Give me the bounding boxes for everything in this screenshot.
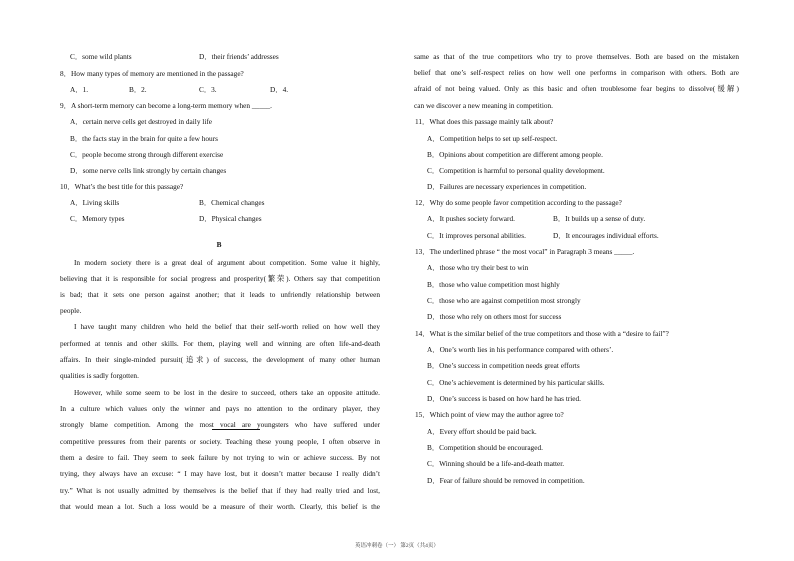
passage-line: I have taught many children who held the belief that their self-worth relied on how well they bbox=[74, 322, 380, 331]
passage-line: is bad; that it sets one person against another; that it leads to unfriendly relationship between bbox=[60, 290, 380, 299]
q11-option-d: D．Failures are necessary experiences in competition. bbox=[427, 182, 587, 191]
question-10: 10．What’s the best title for this passage? bbox=[60, 182, 184, 191]
passage-line: them a desire to fail. They seem to seek failure by not trying to win or achieve success. By not bbox=[60, 453, 380, 462]
question-13: 13．The underlined phrase “ the most vocal” in Paragraph 3 means _____. bbox=[415, 247, 635, 256]
q13-option-a: A．those who try their best to win bbox=[427, 263, 529, 272]
q13-option-b: B．those who value competition most highly bbox=[427, 280, 560, 289]
q11-option-b: B．Opinions about competition are different among people. bbox=[427, 150, 603, 159]
q8-option-c: C．3. bbox=[199, 85, 217, 94]
passage-line: afraid of not being valued. Only as this basic and often troublesome fear begins to dissolve(缓解) bbox=[414, 84, 739, 93]
question-11: 11．What does this passage mainly talk about? bbox=[415, 117, 554, 126]
q14-option-b: B．One’s success in competition needs great efforts bbox=[427, 361, 580, 370]
passage-line: performed at tennis and other skills. For them, playing well and winning are often life-and-death bbox=[60, 339, 380, 348]
q13-option-c: C．those who are against competition most strongly bbox=[427, 296, 581, 305]
passage-line: trying, they always have an excuse: “ I may have lost, but it doesn’t matter because I really didn’t bbox=[60, 469, 380, 478]
q8-option-b: B．2. bbox=[129, 85, 147, 94]
passage-line: same as that of the true competitors who try to prove themselves. Both are based on the mistaken bbox=[414, 52, 739, 61]
passage-line: people. bbox=[60, 306, 82, 315]
q8-option-d: D．4. bbox=[270, 85, 289, 94]
q13-option-d: D．those who rely on others most for success bbox=[427, 312, 562, 321]
q8-option-a: A．1. bbox=[70, 85, 89, 94]
q15-option-b: B．Competition should be encouraged. bbox=[427, 443, 543, 452]
q14-option-a: A．One’s worth lies in his performance compared with others’. bbox=[427, 345, 614, 354]
passage-line: can we discover a new meaning in competition. bbox=[414, 101, 554, 110]
q9-option-c: C．people become strong through different exercise bbox=[70, 150, 224, 159]
q12-option-a: A．It pushes society forward. bbox=[427, 214, 515, 223]
section-b-heading: B bbox=[216, 240, 222, 249]
question-9: 9．A short-term memory can become a long-term memory when _____. bbox=[60, 101, 272, 110]
q11-option-c: C．Competition is harmful to personal quality development. bbox=[427, 166, 605, 175]
q15-option-c: C．Winning should be a life-and-death matter. bbox=[427, 459, 565, 468]
q12-option-b: B．It builds up a sense of duty. bbox=[553, 214, 646, 223]
q10-option-b: B．Chemical changes bbox=[199, 198, 265, 207]
passage-line: that would mean a lot. Such a loss would be a measure of their worth. Clearly, this belief is the bbox=[60, 502, 380, 511]
q7-option-d: D．their friends’ addresses bbox=[199, 52, 279, 61]
passage-line: belief that one’s self-respect relies on how well one performs in comparison with others. Both are bbox=[414, 68, 739, 77]
q10-option-a: A．Living skills bbox=[70, 198, 120, 207]
q12-option-d: D．It encourages individual efforts. bbox=[553, 231, 659, 240]
passage-line-underlined-phrase: strongly blame competition. Among the most vocal are youngsters who have suffered under bbox=[60, 420, 380, 429]
q7-option-c: C．some wild plants bbox=[70, 52, 132, 61]
q15-option-d: D．Fear of failure should be removed in competition. bbox=[427, 476, 585, 485]
q15-option-a: A．Every effort should be paid back. bbox=[427, 427, 537, 436]
q9-option-a: A．certain nerve cells get destroyed in daily life bbox=[70, 117, 213, 126]
underline-mark bbox=[212, 429, 260, 430]
question-12: 12．Why do some people favor competition according to the passage? bbox=[415, 198, 622, 207]
q9-option-d: D．some nerve cells link strongly by certain changes bbox=[70, 166, 227, 175]
question-14: 14．What is the similar belief of the true competitors and those with a “desire to fail”? bbox=[415, 329, 669, 338]
q10-option-c: C．Memory types bbox=[70, 214, 125, 223]
q12-option-c: C．It improves personal abilities. bbox=[427, 231, 526, 240]
passage-line: try.” What is not usually admitted by themselves is the belief that if they had really tried and lost, bbox=[60, 486, 380, 495]
passage-line: affairs. In their single-minded pursuit(追求) of success, the development of many other human bbox=[60, 355, 380, 364]
passage-line: competitive pressures from their parents or society. Teaching these young people, I often observe in bbox=[60, 437, 380, 446]
passage-line: However, while some seem to be lost in the desire to succeed, others take an opposite attitude. bbox=[74, 388, 380, 397]
passage-line: In modern society there is a great deal of argument about competition. Some value it highly, bbox=[74, 258, 380, 267]
page-footer: 英语冲刺卷（一） 第2页（共4页） bbox=[355, 543, 439, 549]
q11-option-a: A．Competition helps to set up self-respect. bbox=[427, 134, 558, 143]
q9-option-b: B．the facts stay in the brain for quite a few hours bbox=[70, 134, 218, 143]
passage-line: qualities is sadly forgotten. bbox=[60, 371, 139, 380]
question-8: 8．How many types of memory are mentioned in the passage? bbox=[60, 69, 244, 78]
q14-option-c: C．One’s achievement is determined by his particular skills. bbox=[427, 378, 605, 387]
q10-option-d: D．Physical changes bbox=[199, 214, 262, 223]
question-15: 15．Which point of view may the author agree to? bbox=[415, 410, 564, 419]
passage-line: believing that it is responsible for social progress and prosperity(繁荣). Others say that competition bbox=[60, 274, 380, 283]
passage-line: In a culture which values only the winner and pays no attention to the ordinary player, they bbox=[60, 404, 380, 413]
q14-option-d: D．One’s success is based on how hard he has tried. bbox=[427, 394, 582, 403]
